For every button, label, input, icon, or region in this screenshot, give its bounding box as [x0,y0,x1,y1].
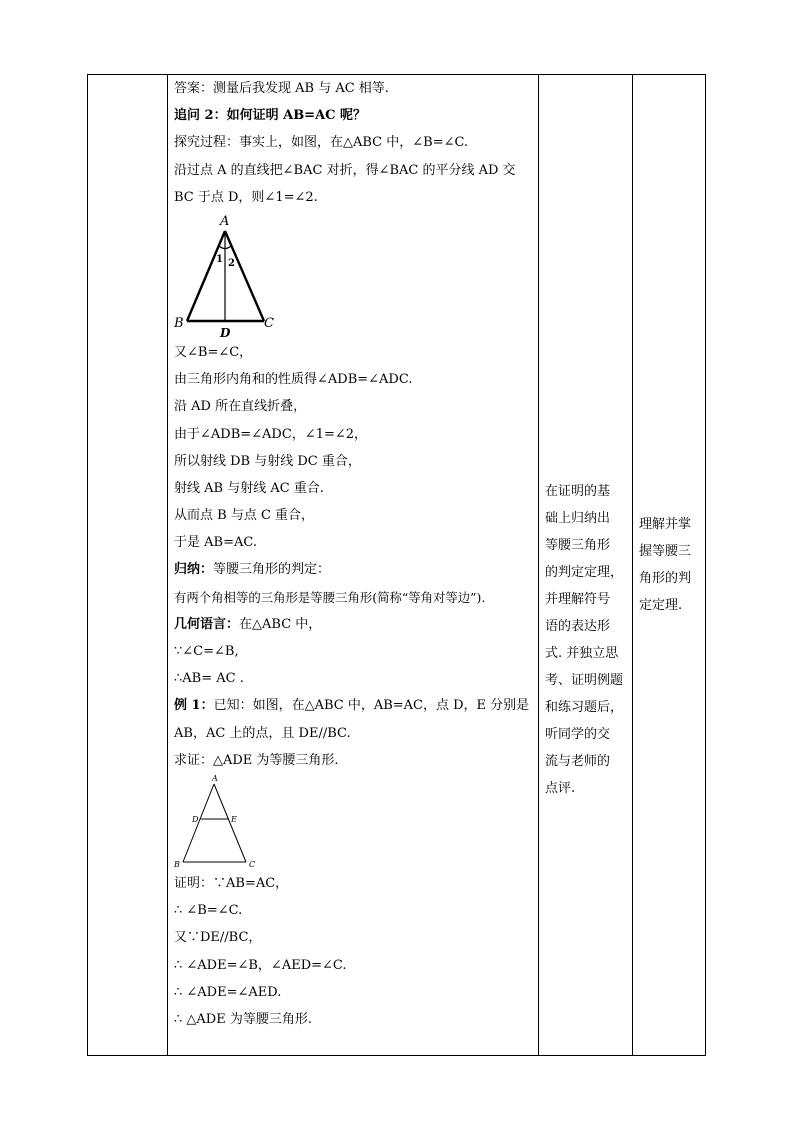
summary-heading [174,556,534,583]
explore-line: BC 于点 D，则∠1=∠2. [174,189,318,205]
side-ac [225,231,264,321]
triangle-ade-figure [174,774,534,870]
follow-up-text: 如何证明 AB=AC 呢？ [226,108,367,124]
activity-line: 考、证明例题 [545,673,624,688]
table-row [88,75,706,1056]
angle-2-label: 2 [228,257,235,269]
vertex-c-label: C [264,315,274,331]
lesson-table [87,74,706,1056]
activity-line: 的判定定理， [545,565,624,580]
proof-line: 又∠B=∠C， [174,344,253,360]
side-ac [214,784,246,862]
student-activity-text [539,478,632,802]
example-proof-line: ∴ ∠ADE=∠B，∠AED=∠C. [174,957,347,973]
proof-line: 于是 AB=AC. [174,535,257,551]
point-d-label: D [220,325,231,339]
proof-line: 射线 AB 与射线 AC 重合. [174,480,324,496]
activity-line: 听同学的交 [545,727,611,742]
activity-line: 式. 并独立思 [545,646,619,661]
explore-intro: 探究过程：事实上，如图，在△ABC 中，∠B=∠C. [174,135,469,151]
point-d-label: D [192,814,199,824]
angle-1-label: 1 [216,253,223,265]
activity-line: 点评. [545,781,576,796]
triangle-ade-diagram [174,774,274,870]
follow-up-question [174,102,534,129]
proof-line: 所以射线 DB 与射线 DC 重合， [174,453,361,469]
example-line: AB，AC 上的点，且 DE//BC. [174,725,351,741]
summary-rule: 有两个角相等的三角形是等腰三角形(简称“等角对等边”). [174,589,486,605]
proof-line: 从而点 B 与点 C 重合， [174,508,315,524]
geo-line: ∴AB= AC . [174,671,244,687]
example-proof-line: ∴ ∠B=∠C. [174,903,243,919]
activity-line: 语的表达形 [545,619,611,634]
side-ab [187,231,225,321]
vertex-a-label: A [212,773,218,783]
activity-line: 流与老师的 [545,754,611,769]
teaching-content [168,75,538,1033]
geo-label: 几何语言： [174,616,240,632]
example-heading [174,692,534,719]
intent-line: 握等腰三 [639,544,692,559]
student-activity-cell [539,75,633,1056]
intent-line: 定定理. [639,598,683,613]
follow-up-label: 追问 2： [174,108,227,124]
explore-line: 沿过点 A 的直线把∠BAC 对折，得∠BAC 的平分线 AD 交 [174,162,516,178]
example-text: 已知：如图，在△ABC 中，AB=AC，点 D，E 分别是 [213,698,530,714]
geo-line: ∵∠C=∠B, [174,644,239,659]
activity-line: 并理解符号 [545,592,611,607]
teaching-content-cell [168,75,539,1056]
side-ab [183,784,214,862]
vertex-c-label: C [249,859,256,869]
example-proof-line: 又∵DE//BC， [174,930,262,946]
proof-line: 沿 AD 所在直线折叠， [174,399,307,415]
activity-line: 等腰三角形 [545,538,611,553]
example-proof-line: ∴ △ADE 为等腰三角形. [174,1011,312,1027]
activity-line: 在证明的基 [545,484,611,499]
proof-line: 由三角形内角和的性质得∠ADB=∠ADC. [174,372,413,388]
answer-line: 答案：测量后我发现 AB 与 AC 相等. [174,81,389,96]
point-e-label: E [231,814,237,824]
geo-text: 在△ABC 中， [239,616,322,632]
intent-line: 角形的判 [639,571,692,586]
design-intent-text [633,511,705,619]
vertex-a-label: A [220,213,230,229]
design-intent-cell [633,75,706,1056]
stage-cell [88,75,168,1056]
vertex-b-label: B [174,859,180,869]
summary-label: 归纳： [174,562,214,578]
proof-line: 由于∠ADB=∠ADC，∠1=∠2， [174,426,368,442]
vertex-b-label: B [174,315,184,331]
intent-line: 理解并掌 [639,517,692,532]
example-proof-line: 证明：∵AB=AC， [174,875,289,891]
example-proof-line: ∴ ∠ADE=∠AED. [174,984,282,1000]
summary-text: 等腰三角形的判定： [213,562,331,578]
triangle-abc-diagram [174,211,294,339]
geometric-language [174,611,534,638]
activity-line: 础上归纳出 [545,511,611,526]
example-label: 例 1： [174,698,214,714]
example-line: 求证：△ADE 为等腰三角形. [174,752,339,768]
activity-line: 和练习题后， [545,700,624,715]
triangle-bisector-figure [174,211,534,339]
